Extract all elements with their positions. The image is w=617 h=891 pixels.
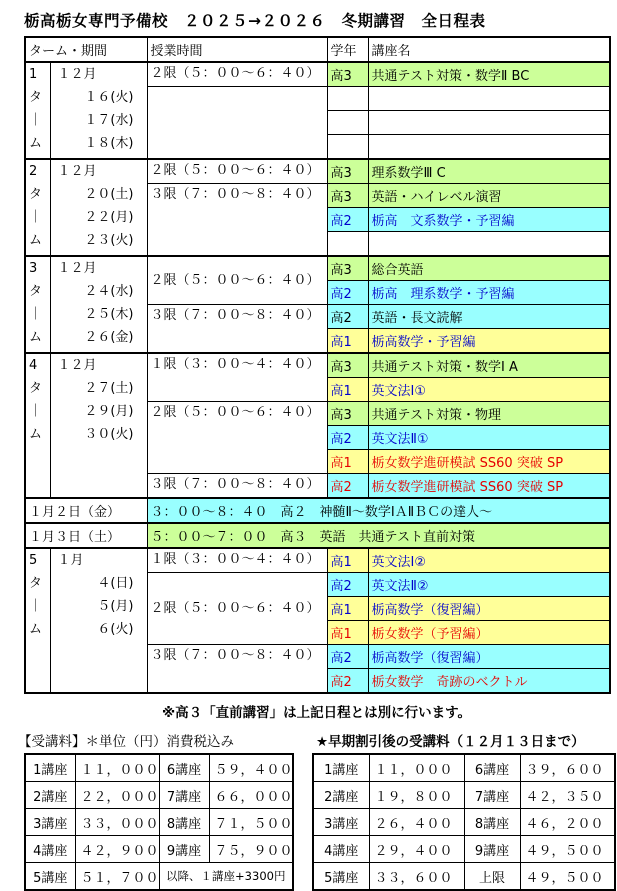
course-name-cell: 英文法Ⅰ① [368,378,610,402]
term-label-char: タ [29,284,43,299]
course-name-cell: 栃高数学（復習編） [368,597,610,621]
course-name-cell: 栃高 理系数学・予習編 [368,281,610,305]
grade-cell [327,135,368,160]
time-slot: ３限（７：００～８：４０） [147,474,327,499]
fee-price: ３３，０００ [75,809,159,836]
course-name-cell: 栃高 文系数学・予習編 [368,208,610,232]
fee-label: 8講座 [464,809,520,836]
term-label-char: ム [29,136,43,151]
term-label [25,159,50,256]
grade-cell [327,232,368,257]
term-date: １８(木) [84,136,134,151]
term-dates [50,159,147,256]
fee-price: ５１，７００ [75,863,159,891]
column-header: 学年 [327,37,368,62]
term-date: ４(日) [97,576,134,591]
term-date: ２４(水) [84,284,134,299]
schedule-table [24,36,611,694]
term-label-char: 1 [29,67,38,82]
term-date: ２７(土) [84,381,134,396]
grade-cell: 高2 [327,474,368,499]
grade-cell: 高2 [327,208,368,232]
term-dates [50,353,147,498]
fee-price: ２２，０００ [75,782,159,809]
grade-cell: 高3 [327,184,368,208]
column-header: 授業時間 [147,37,327,62]
term-month: １２月 [57,261,97,276]
term-label-char: ｜ [29,404,43,419]
fee-tables [24,753,617,891]
fee-label: 4講座 [25,836,75,863]
fee-label: 5講座 [313,863,369,891]
course-name-cell: 栃女数学進研模試 SS60 突破 SP [368,474,610,499]
term-label-char: タ [29,187,43,202]
term-label [25,256,50,353]
course-name-cell: 栃女数学進研模試 SS60 突破 SP [368,450,610,474]
course-name-cell: 英語・長文読解 [368,305,610,329]
time-slot: １限（３：００～４：４０） [147,353,327,402]
fee-label: 3講座 [25,809,75,836]
term-label-char: ム [29,427,43,442]
grade-cell: 高2 [327,281,368,305]
special-day-date: １月３日（土） [25,523,147,548]
term-label [25,353,50,498]
term-label [25,548,50,693]
term-month: １月 [57,553,84,568]
fee-price: ３３，６００ [369,863,464,891]
grade-cell: 高2 [327,573,368,597]
time-slot: ２限（５：００～６：４０） [147,402,327,474]
time-slot: ３限（７：００～８：４０） [147,184,327,257]
fee-price: ４６，２００ [520,809,615,836]
fee-price: １９，８００ [369,782,464,809]
course-name-cell [368,135,610,160]
grade-cell: 高3 [327,353,368,378]
grade-cell: 高3 [327,402,368,426]
term-label-char: 5 [29,553,38,568]
fee-label: 2講座 [313,782,369,809]
grade-cell: 高2 [327,645,368,669]
course-name-cell: 英文法Ⅱ① [368,426,610,450]
grade-cell: 高3 [327,256,368,281]
grade-cell: 高1 [327,597,368,621]
grade-cell: 高2 [327,426,368,450]
page-title: 栃高栃女専門予備校 ２０２５→２０２６ 冬期講習 全日程表 [24,12,486,30]
term-month: １２月 [57,67,97,82]
course-name-cell: 共通テスト対策・物理 [368,402,610,426]
course-name-cell: 理系数学Ⅲ C [368,159,610,184]
course-name-cell: 栃高数学・予習編 [368,329,610,354]
column-header: 講座名 [368,37,610,62]
term-date: １６(火) [84,90,134,105]
term-date: ５(月) [97,599,134,614]
time-slot: ２限（５：００～６：４０） [147,256,327,305]
course-name-cell: 総合英語 [368,256,610,281]
time-slot: ３限（７：００～８：４０） [147,305,327,354]
course-name-cell [368,111,610,135]
grade-cell: 高1 [327,378,368,402]
time-slot: ３限（７：００～８：４０） [147,645,327,694]
term-label-char: ム [29,622,43,637]
term-month: １２月 [57,358,97,373]
fee-label: 8講座 [159,809,209,836]
fee-price: ３９，６００ [520,754,615,782]
term-dates [50,256,147,353]
term-date: ２５(木) [84,307,134,322]
grade-cell [327,111,368,135]
term-date: １７(水) [84,113,134,128]
course-name-cell: 共通テスト対策・数学Ⅰ A [368,353,610,378]
grade-cell: 高1 [327,329,368,354]
term-label-char: タ [29,381,43,396]
regular-fees-header: 【受講料】＊単位（円）消費税込み [18,734,234,750]
term-label-char: ｜ [29,599,43,614]
fee-price: ４９，５００ [520,863,615,891]
fee-price: ７５，９００ [209,836,293,863]
time-slot: ２限（５：００～６：４０） [147,159,327,184]
fee-price: ４９，５００ [520,836,615,863]
term-label [25,62,50,159]
early-discount-fees-header: ★早期割引後の受講料（１２月１３日まで） [316,734,585,750]
fee-label: 3講座 [313,809,369,836]
fee-price: １１，０００ [75,754,159,782]
column-header: ターム・期間 [25,37,147,62]
special-day-date: １月２日（金） [25,498,147,523]
course-name-cell: 共通テスト対策・数学Ⅱ BC [368,62,610,87]
fee-price: ５９，４００ [209,754,293,782]
term-date: ２２(月) [84,210,134,225]
term-label-char: 4 [29,358,38,373]
grade-cell: 高1 [327,548,368,573]
fee-price: ２６，４００ [369,809,464,836]
time-slot: ２限（５：００～６：４０） [147,573,327,645]
term-label-char: ム [29,330,43,345]
course-name-cell [368,87,610,111]
fee-label: 7講座 [464,782,520,809]
term-label-char: ｜ [29,210,43,225]
course-name-cell: 栃高数学（復習編） [368,645,610,669]
term-dates [50,548,147,693]
grade-cell: 高1 [327,450,368,474]
fee-price: ４２，９００ [75,836,159,863]
fee-price: ４２，３５０ [520,782,615,809]
special-day-content: ３：００～８：４０ 高２ 神髄Ⅱ～数学ⅠＡⅡＢＣの達人～ [147,498,610,523]
time-slot [147,87,327,160]
grade-cell: 高2 [327,305,368,329]
regular-fees-table [24,753,294,891]
fee-label: 6講座 [159,754,209,782]
term-label-char: タ [29,576,43,591]
page [0,9,617,886]
fee-label: 6講座 [464,754,520,782]
fee-label: 4講座 [313,836,369,863]
early-discount-fees-table [312,753,616,891]
fee-label: 上限 [464,863,520,891]
fee-label: 9講座 [464,836,520,863]
term-date: ２９(月) [84,404,134,419]
term-label-char: 2 [29,164,38,179]
fee-label: 5講座 [25,863,75,891]
term-label-char: タ [29,90,43,105]
footnote: ※高３「直前講習」は上記日程とは別に行います。 [161,705,472,721]
term-dates [50,62,147,159]
term-date: ２６(金) [84,330,134,345]
fee-price: ７１，５００ [209,809,293,836]
term-label-char: ｜ [29,113,43,128]
term-month: １２月 [57,164,97,179]
course-name-cell [368,232,610,257]
fee-section-headers [18,730,617,750]
course-name-cell: 栃女数学（予習編） [368,621,610,645]
fee-price: ２９，４００ [369,836,464,863]
grade-cell: 高2 [327,669,368,694]
grade-cell [327,87,368,111]
grade-cell: 高3 [327,159,368,184]
time-slot: ２限（５：００～６：４０） [147,62,327,87]
term-date: ２０(土) [84,187,134,202]
fee-label: 9講座 [159,836,209,863]
fee-label: 1講座 [25,754,75,782]
course-name-cell: 栃女数学 奇跡のベクトル [368,669,610,694]
fee-note: 以降、１講座+3300円 [159,863,293,891]
fee-label: 2講座 [25,782,75,809]
term-date: ２３(火) [84,233,134,248]
fee-price: ６６，０００ [209,782,293,809]
term-label-char: 3 [29,261,38,276]
grade-cell: 高1 [327,621,368,645]
fee-price: １１，０００ [369,754,464,782]
course-name-cell: 英文法Ⅰ② [368,548,610,573]
fee-label: 1講座 [313,754,369,782]
fee-label: 7講座 [159,782,209,809]
term-date: ６(火) [97,622,134,637]
term-label-char: ム [29,233,43,248]
special-day-content: ５：００～７：００ 高３ 英語 共通テスト直前対策 [147,523,610,548]
term-label-char: ｜ [29,307,43,322]
course-name-cell: 英文法Ⅱ② [368,573,610,597]
grade-cell: 高3 [327,62,368,87]
course-name-cell: 英語・ハイレベル演習 [368,184,610,208]
term-date: ３０(火) [84,427,134,442]
time-slot: １限（３：００～４：４０） [147,548,327,573]
